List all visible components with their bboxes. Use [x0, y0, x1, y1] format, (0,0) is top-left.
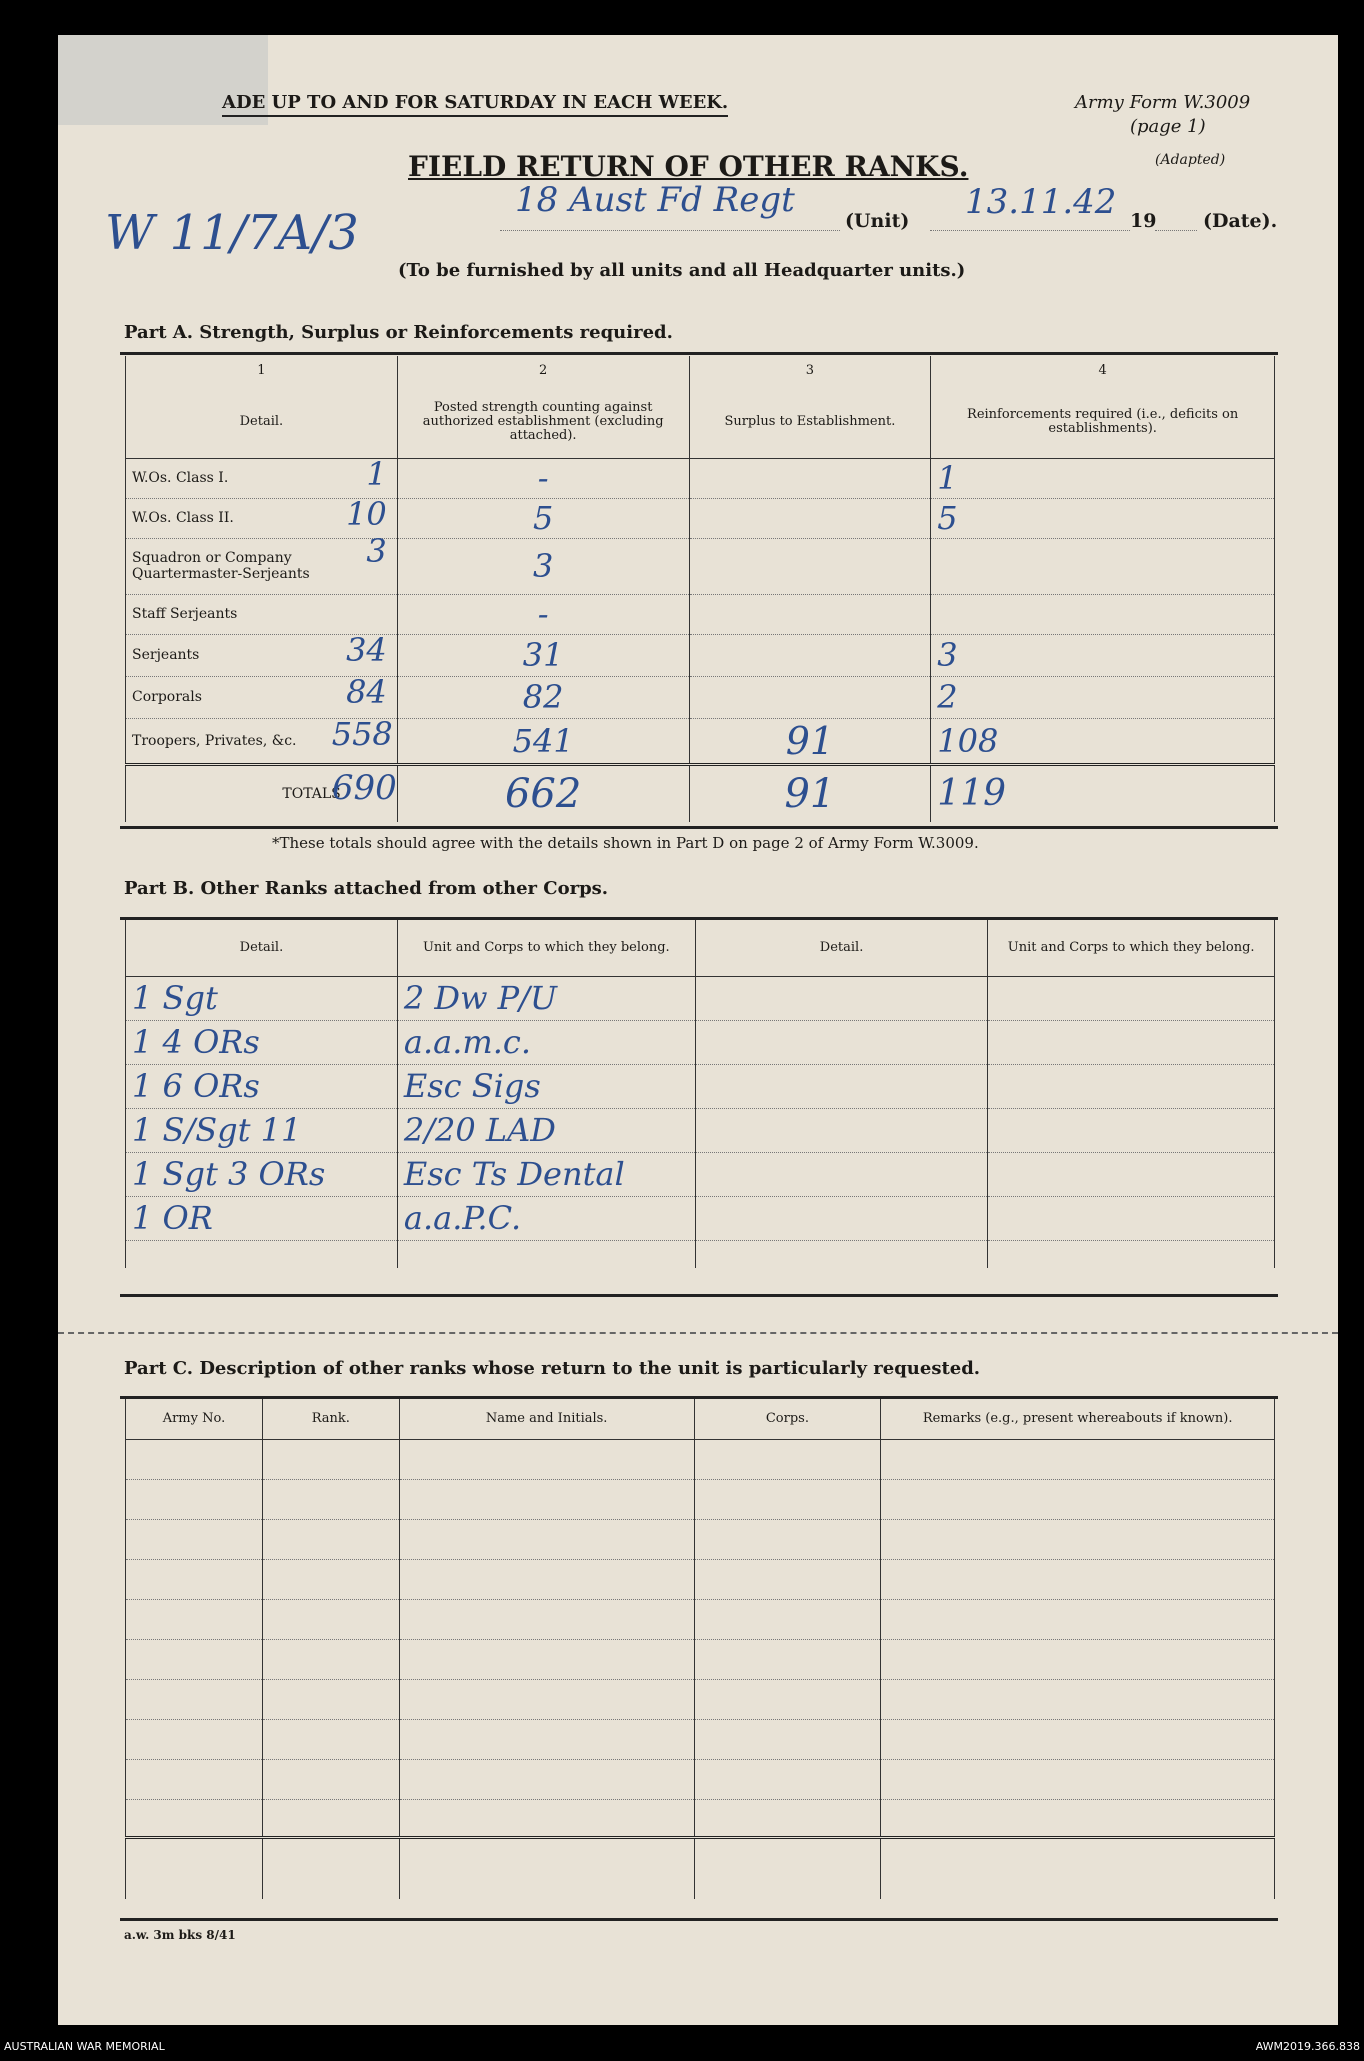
- table-row: [126, 1479, 1275, 1519]
- printer-code: a.w. 3m bks 8/41: [124, 1928, 236, 1942]
- est-handwritten: 34: [346, 630, 387, 669]
- table-row: [126, 1799, 1275, 1837]
- date-label: (Date).: [1203, 210, 1278, 232]
- surplus-value: [689, 498, 931, 538]
- table-row: [126, 1196, 1275, 1240]
- col-header-detail: Detail.: [126, 920, 398, 976]
- attached-detail: 1 S/Sgt 11: [126, 1108, 398, 1152]
- totals-est-handwritten: 690: [331, 767, 397, 808]
- archive-id: AWM2019.366.838: [1255, 2040, 1360, 2053]
- part-b-heading: Part B. Other Ranks attached from other Corps.: [124, 878, 609, 899]
- year-dotted-line: [1155, 230, 1197, 231]
- table-row: [126, 1439, 1275, 1479]
- table-row: [126, 1020, 1275, 1064]
- reinf-value: 1: [931, 458, 1275, 498]
- part-a-footnote: *These totals should agree with the details shown in Part D on page 2 of Army Form W.3009.: [272, 834, 979, 852]
- surplus-value: [689, 458, 931, 498]
- table-row: [126, 1719, 1275, 1759]
- part-c-heading: Part C. Description of other ranks whose return to the unit is particularly requested.: [124, 1358, 981, 1379]
- attached-detail: 1 Sgt: [126, 976, 398, 1020]
- detail-label: Corporals: [132, 689, 202, 705]
- attached-detail: 1 6 ORs: [126, 1064, 398, 1108]
- detail-label: W.Os. Class II.: [132, 510, 234, 526]
- fold-line: [58, 1332, 1338, 1334]
- posted-value: -: [397, 594, 689, 634]
- top-line: ADE UP TO AND FOR SATURDAY IN EACH WEEK.: [222, 92, 728, 117]
- totals-reinf: 119: [931, 764, 1275, 822]
- army-form-label: Army Form W.3009: [1075, 92, 1251, 113]
- detail-label: Troopers, Privates, &c.: [132, 732, 297, 749]
- col-header-detail: Detail.: [126, 386, 398, 458]
- archive-caption-bar: [0, 2031, 1364, 2061]
- posted-value: 541: [397, 718, 689, 764]
- date-dotted-line: [930, 230, 1130, 231]
- part-a-table: [125, 356, 1275, 822]
- col-number-2: 2: [397, 356, 689, 386]
- table-row: [126, 976, 1275, 1020]
- reinf-value: [931, 538, 1275, 594]
- part-a-bottom-rule: [120, 826, 1278, 829]
- part-b-bottom-rule: [120, 1294, 1278, 1297]
- col-header-detail-2: Detail.: [695, 920, 988, 976]
- totals-posted: 662: [397, 764, 689, 822]
- date-handwritten: 13.11.42: [965, 182, 1117, 222]
- totals-label: TOTALS: [282, 785, 341, 802]
- col-header-surplus: Surplus to Establishment.: [689, 386, 931, 458]
- attached-unit: a.a.m.c.: [397, 1020, 695, 1064]
- table-row: [126, 1108, 1275, 1152]
- subtitle: (To be furnished by all units and all Headquarter units.): [398, 260, 966, 281]
- surplus-value: [689, 676, 931, 718]
- archive-name: AUSTRALIAN WAR MEMORIAL: [4, 2040, 165, 2053]
- est-handwritten: 558: [331, 714, 393, 753]
- table-row: [126, 634, 1275, 676]
- table-row: [126, 718, 1275, 764]
- part-a-top-rule: [120, 352, 1278, 355]
- reference-handwritten: W 11/7A/3: [105, 205, 359, 261]
- attached-unit: 2 Dw P/U: [397, 976, 695, 1020]
- attached-unit: Esc Sigs: [397, 1064, 695, 1108]
- est-handwritten: 1: [366, 454, 387, 493]
- table-row: [126, 1679, 1275, 1719]
- col-header-reinf: Reinforcements required (i.e., deficits on establishments).: [931, 386, 1275, 458]
- page-label: (page 1): [1130, 116, 1206, 137]
- est-handwritten: 3: [366, 531, 387, 570]
- attached-detail: 1 4 ORs: [126, 1020, 398, 1064]
- posted-value: 31: [397, 634, 689, 676]
- surplus-value: [689, 594, 931, 634]
- est-handwritten: 10: [346, 494, 387, 533]
- table-row: [126, 1559, 1275, 1599]
- reinf-value: 108: [931, 718, 1275, 764]
- surplus-value: [689, 538, 931, 594]
- col-header-posted: Posted strength counting against authorized establishment (excluding attached).: [397, 386, 689, 458]
- table-row: [126, 1519, 1275, 1559]
- reinf-value: 3: [931, 634, 1275, 676]
- attached-unit: 2/20 LAD: [397, 1108, 695, 1152]
- col-header-unit-corps-2: Unit and Corps to which they belong.: [988, 920, 1275, 976]
- table-row: [126, 1759, 1275, 1799]
- col-number-4: 4: [931, 356, 1275, 386]
- table-row: [126, 676, 1275, 718]
- part-a-heading: Part A. Strength, Surplus or Reinforcements required.: [124, 322, 673, 343]
- unit-dotted-line: [500, 230, 840, 231]
- reinf-value: 5: [931, 498, 1275, 538]
- table-row: [126, 538, 1275, 594]
- attached-detail: 1 Sgt 3 ORs: [126, 1152, 398, 1196]
- table-row: [126, 1599, 1275, 1639]
- part-b-table: [125, 920, 1275, 1268]
- col-header-name: Name and Initials.: [399, 1399, 694, 1439]
- surplus-value: [689, 634, 931, 676]
- col-header-remarks: Remarks (e.g., present whereabouts if known).: [881, 1399, 1275, 1439]
- table-row: [126, 498, 1275, 538]
- reinf-value: 2: [931, 676, 1275, 718]
- adapted-label: (Adapted): [1155, 152, 1226, 168]
- reinf-value: [931, 594, 1275, 634]
- table-row: [126, 1064, 1275, 1108]
- table-row: [126, 1639, 1275, 1679]
- unit-handwritten: 18 Aust Fd Regt: [515, 180, 795, 220]
- part-c-table: [125, 1399, 1275, 1899]
- detail-label: Squadron or Company Quartermaster-Serjeants: [132, 550, 310, 582]
- est-handwritten: 84: [346, 672, 387, 711]
- col-header-army-no: Army No.: [126, 1399, 263, 1439]
- detail-label: Serjeants: [132, 647, 200, 663]
- totals-surplus: 91: [689, 764, 931, 822]
- totals-row: [126, 764, 1275, 822]
- attached-detail: 1 OR: [126, 1196, 398, 1240]
- posted-value: 3: [397, 538, 689, 594]
- page-title: FIELD RETURN OF OTHER RANKS.: [408, 150, 969, 183]
- col-number-3: 3: [689, 356, 931, 386]
- year-label: 19: [1130, 210, 1157, 232]
- detail-label: W.Os. Class I.: [132, 470, 229, 486]
- posted-value: 5: [397, 498, 689, 538]
- col-number-1: 1: [126, 356, 398, 386]
- posted-value: 82: [397, 676, 689, 718]
- attached-unit: a.a.P.C.: [397, 1196, 695, 1240]
- col-header-corps: Corps.: [694, 1399, 881, 1439]
- col-header-rank: Rank.: [262, 1399, 399, 1439]
- posted-value: -: [397, 458, 689, 498]
- table-row: [126, 594, 1275, 634]
- table-row: [126, 458, 1275, 498]
- table-row: [126, 1152, 1275, 1196]
- part-c-bottom-rule: [120, 1918, 1278, 1921]
- unit-label: (Unit): [845, 210, 910, 232]
- detail-label: Staff Serjeants: [132, 606, 238, 622]
- surplus-value: 91: [689, 718, 931, 764]
- attached-unit: Esc Ts Dental: [397, 1152, 695, 1196]
- col-header-unit-corps: Unit and Corps to which they belong.: [397, 920, 695, 976]
